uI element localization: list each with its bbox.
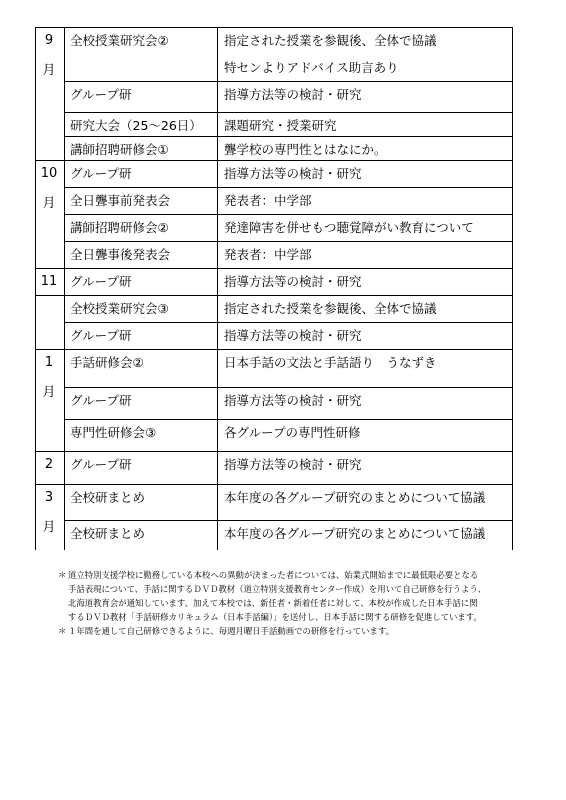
month-label: 9 — [44, 33, 54, 48]
row-divider — [64, 520, 513, 521]
note-line: 北海道教育会が通知しています。加えて本校では、新任者・新着任者に対して、本校が作成した日本手話に関 — [68, 598, 478, 608]
event-name: 講師招聘研修会② — [70, 220, 169, 235]
month-label: 2 — [44, 457, 54, 472]
event-content: 各グループの専門性研修 — [224, 425, 361, 440]
event-content: 特センよりアドバイス助言あり — [224, 60, 399, 75]
table-border-right — [512, 27, 513, 550]
table-border-top — [35, 27, 513, 28]
event-name: グループ研 — [70, 393, 132, 408]
event-content: 指定された授業を参観後、全体で協議 — [224, 301, 437, 316]
row-divider — [64, 322, 513, 323]
note-line: するＤＶＤ教材「手話研修カリキュラム（日本手話編）」を送付し、日本手話に関する研修を促進しています。 — [68, 612, 482, 622]
row-divider — [64, 81, 513, 82]
month-label: 3 — [44, 490, 54, 505]
event-name: 手話研修会② — [70, 355, 144, 370]
event-content: 指導方法等の検討・研究 — [224, 457, 362, 472]
row-divider — [64, 387, 513, 388]
event-name: 専門性研修会③ — [70, 425, 157, 440]
event-content: 本年度の各グループ研究のまとめについて協議 — [224, 490, 486, 505]
month-suffix: 月 — [42, 520, 56, 535]
event-content: 発表者：中学部 — [224, 193, 312, 208]
table-border-left — [35, 27, 36, 550]
month-label: 11 — [40, 274, 58, 289]
month-divider — [35, 451, 513, 452]
month-divider — [35, 349, 513, 350]
event-name: 全日聾事後発表会 — [70, 247, 171, 262]
month-label: 10 — [40, 166, 58, 181]
row-divider — [64, 241, 513, 242]
note-marker: ＊ — [58, 570, 67, 580]
column-divider — [64, 27, 65, 550]
event-content: 課題研究・授業研究 — [224, 118, 337, 133]
row-divider — [64, 187, 513, 188]
row-divider — [64, 214, 513, 215]
note-line: 手話表現について、手話に関するＤＶＤ教材（道立特別支援教育センター作成）を用いて自己研修を行うよう、 — [68, 584, 487, 594]
event-name: 全校授業研究会② — [70, 33, 169, 48]
month-divider — [35, 484, 513, 485]
event-content: 聾学校の専門性とはなにか。 — [224, 142, 387, 157]
event-content: 指導方法等の検討・研究 — [224, 87, 362, 102]
event-content: 本年度の各グループ研究のまとめについて協議 — [224, 526, 486, 541]
note-marker: ＊ — [58, 626, 67, 636]
event-name: 全日聾事前発表会 — [70, 193, 171, 208]
row-divider — [64, 136, 513, 137]
note-item — [58, 568, 538, 624]
event-content: 日本手話の文法と手話語り うなずき — [224, 355, 437, 370]
event-name: 研究大会（25〜26日） — [70, 118, 202, 133]
month-divider — [35, 268, 513, 269]
event-name: グループ研 — [70, 328, 132, 343]
month-suffix: 月 — [42, 385, 56, 400]
row-divider — [64, 419, 513, 420]
event-content: 指導方法等の検討・研究 — [224, 328, 362, 343]
event-content: 発表者：中学部 — [224, 247, 312, 262]
event-name: 全校研まとめ — [70, 526, 146, 541]
note-line: 道立特別支援学校に勤務している本校への異動が決まった者については、始業式開始までに最低限必要となる — [68, 570, 479, 580]
month-suffix: 月 — [42, 196, 56, 211]
event-content: 指導方法等の検討・研究 — [224, 274, 362, 289]
note-line: １年間を通して自己研修できるように、毎週月曜日手話動画での研修を行っています。 — [68, 626, 394, 636]
event-content: 指定された授業を参観後、全体で協議 — [224, 33, 437, 48]
event-name: グループ研 — [70, 457, 132, 472]
event-content: 指導方法等の検討・研究 — [224, 166, 362, 181]
event-name: グループ研 — [70, 87, 132, 102]
event-name: 講師招聘研修会① — [70, 142, 169, 157]
month-suffix: 月 — [42, 63, 56, 78]
event-content: 指導方法等の検討・研究 — [224, 393, 362, 408]
month-divider — [35, 295, 513, 296]
note-item — [58, 624, 538, 638]
month-label: 1 — [44, 355, 54, 370]
schedule-table — [35, 27, 513, 550]
notes-section — [58, 568, 538, 638]
row-divider — [64, 112, 513, 113]
event-content: 発達障害を併せもつ聴覚障がい教育について — [224, 220, 474, 235]
column-divider — [217, 27, 218, 550]
event-name: 全校研まとめ — [70, 490, 146, 505]
event-name: 全校授業研究会③ — [70, 301, 169, 316]
month-divider — [35, 160, 513, 161]
event-name: グループ研 — [70, 166, 132, 181]
event-name: グループ研 — [70, 274, 132, 289]
